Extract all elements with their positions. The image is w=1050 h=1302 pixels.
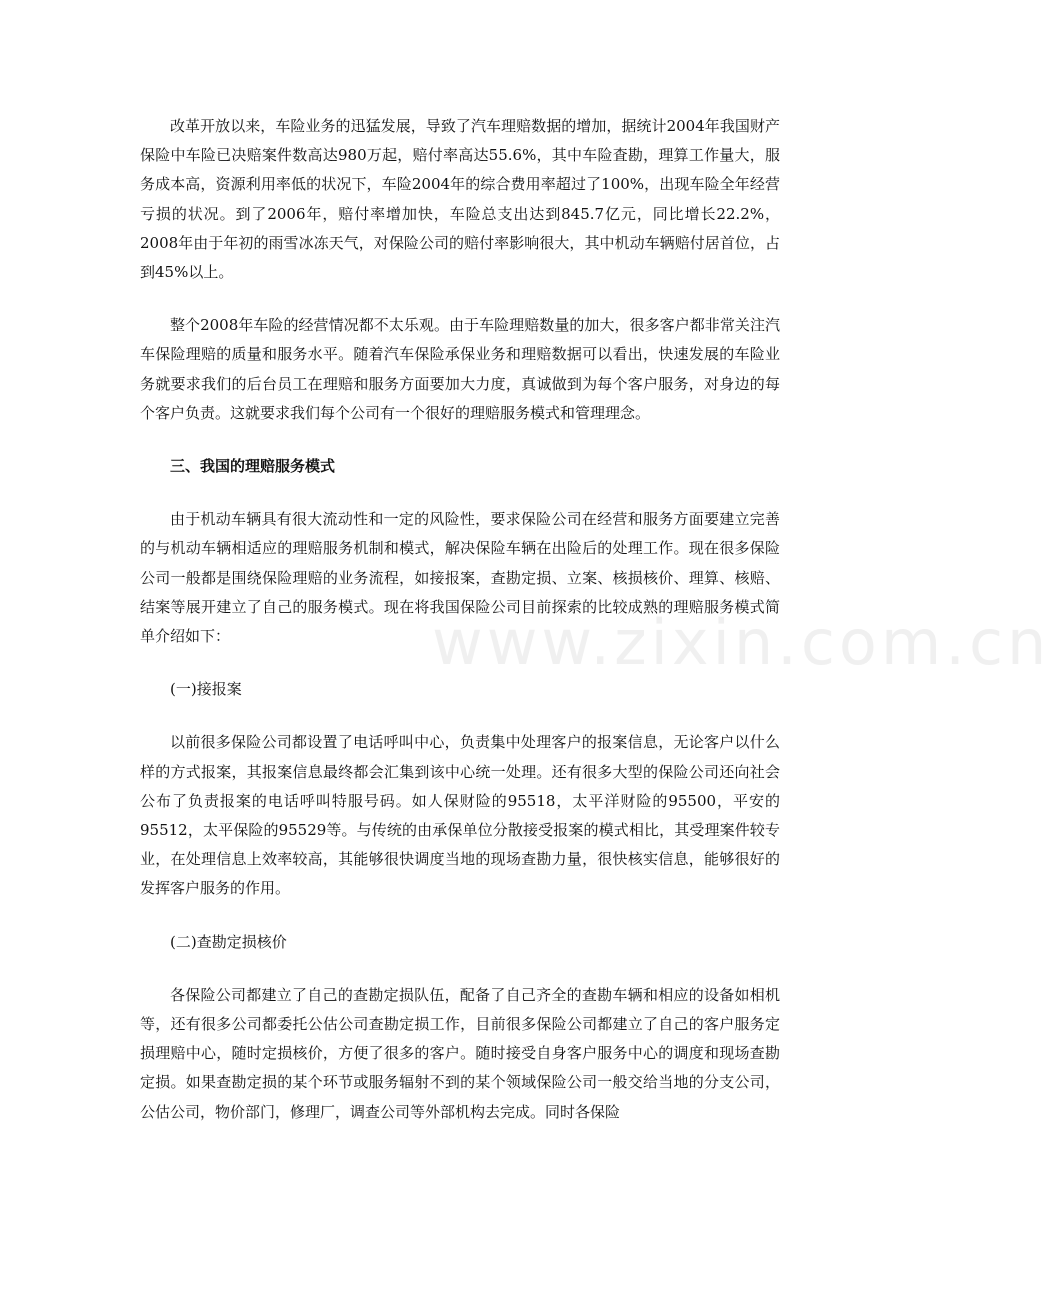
paragraph-gap xyxy=(140,957,780,981)
paragraph-1: 改革开放以来，车险业务的迅猛发展，导致了汽车理赔数据的增加，据统计2004年我国财产保险中车险已决赔案件数高达980万起，赔付率高达55.6%，其中车险査勘，理算工作量大，服务成本高，资源利用率低的状况下，车险2004年的综合费用率超过了100%，出现车险全年经营亏损的状况。到了2006年，赔付率增加快，车险总支出达到845.7亿元，同比增长22.2%，2008年由于年初的雨雪冰冻天气，对保险公司的赔付率影响很大，其中机动车辆赔付居首位，占到45%以上。 xyxy=(140,117,780,282)
paragraph-gap xyxy=(140,704,780,728)
paragraph-gap xyxy=(140,428,780,452)
paragraph-5: 各保险公司都建立了自己的查勘定损队伍，配备了自己齐全的查勘车辆和相应的设备如相机等，还有很多公司都委托公估公司查勘定损工作，目前很多保险公司都建立了自己的客户服务定损理赔中心，随时定损核价，方便了很多的客户。随时接受自身客户服务中心的调度和现场查勘定损。如果查勘定损的某个环节或服务辐射不到的某个领域保险公司一般交给当地的分支公司，公估公司，物价部门，修理厂，调查公司等外部机构去完成。同时各保险 xyxy=(140,985,780,1121)
paragraph-3: 由于机动车辆具有很大流动性和一定的风险性，要求保险公司在经营和服务方面要建立完善的与机动车辆相适应的理赔服务机制和模式，解决保险车辆在出险后的处理工作。现在很多保险公司一般都是围绕保险理赔的业务流程，如接报案，查勘定损、立案、核损核价、理算、核赔、结案等展开建立了自己的服务模式。现在将我国保险公司目前探索的比较成熟的理赔服务模式简单介绍如下： xyxy=(140,510,780,646)
document-body xyxy=(140,112,780,1127)
paragraph-gap xyxy=(140,651,780,675)
subheading-survey: (二)查勘定损核价 xyxy=(170,932,287,951)
watermark: www.zixin.com.cn xyxy=(432,606,1050,679)
section-heading: 三、我国的理赔服务模式 xyxy=(170,457,336,476)
paragraph-gap xyxy=(140,481,780,505)
subheading-report: (一)接报案 xyxy=(170,680,242,699)
paragraph-2: 整个2008年车险的经营情况都不太乐观。由于车险理赔数量的加大，很多客户都非常关注汽车保险理赔的质量和服务水平。随着汽车保险承保业务和理赔数据可以看出，快速发展的车险业务就要求我们的后台员工在理赔和服务方面要加大力度，真诚做到为每个客户服务，对身边的每个客户负责。这就要求我们每个公司有一个很好的理赔服务模式和管理理念。 xyxy=(140,316,780,422)
paragraph-gap xyxy=(140,287,780,311)
paragraph-4: 以前很多保险公司都设置了电话呼叫中心，负责集中处理客户的报案信息，无论客户以什么样的方式报案，其报案信息最终都会汇集到该中心统一处理。还有很多大型的保险公司还向社会公布了负责报案的电话呼叫特服号码。如人保财险的95518，太平洋财险的95500，平安的95512，太平保险的95529等。与传统的由承保单位分散接受报案的模式相比，其受理案件较专业，在处理信息上效率较高，其能够很快调度当地的现场查勘力量，很快核实信息，能够很好的发挥客户服务的作用。 xyxy=(140,733,780,898)
paragraph-gap xyxy=(140,904,780,928)
